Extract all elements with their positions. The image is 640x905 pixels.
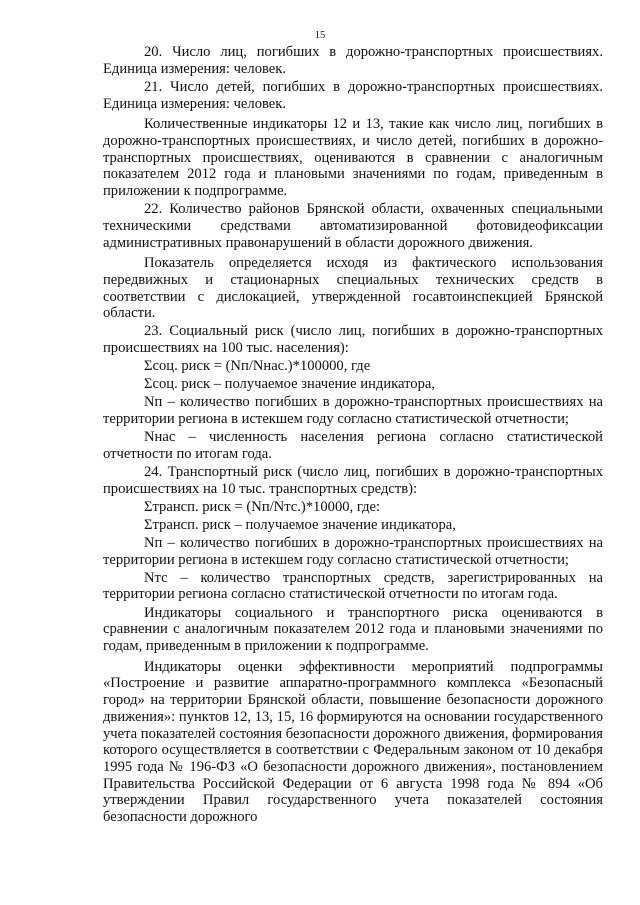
paragraph-risk-indicators: Индикаторы социального и транспортного риска оцениваются в сравнении с аналогичным показателем 2012 года и плановыми значениями по годам, приведенным в приложении к подпрограмме. [103, 604, 603, 654]
formula-transport-risk-definition: Σтрансп. риск – получаемое значение индикатора, [144, 516, 456, 533]
formula-np-definition: Nп – количество погибших в дорожно-транспортных происшествиях на территории региона в истекшем году согласно статистической отчетности; [103, 394, 603, 428]
paragraph-item-21: 21. Число детей, погибших в дорожно-транспортных происшествиях. Единица измерения: человек. [103, 78, 603, 112]
formula-social-risk-definition: Σсоц. риск – получаемое значение индикатора, [144, 376, 436, 393]
paragraph-item-20: 20. Число лиц, погибших в дорожно-транспортных происшествиях. Единица измерения: человек. [103, 44, 603, 77]
page-number: 15 [314, 30, 326, 41]
formula-transport-risk: Σтрансп. риск = (Nп/Nтс.)*10000, где: [144, 498, 381, 515]
paragraph-quantitative-indicators: Количественные индикаторы 12 и 13, такие как число лиц, погибших в дорожно-транспортных происшествиях, и число детей, погибших в дорожно-транспортных происшествиях, оцениваются в сравнении с аналогичным показателем 2012 года и плановыми значениями по годам, приведенным в приложении к подпрограмме. [103, 116, 603, 200]
paragraph-item-22: 22. Количество районов Брянской области, охваченных специальными техническими средствами автоматизированной фотовидеофиксации административных правонарушений в области дорожного движения. [103, 201, 603, 251]
paragraph-indicator-method: Показатель определяется исходя из фактического использования передвижных и стационарных специальных технических средств в соответствии с дислокацией, утвержденной госавтоинспекцией Брянской области. [103, 255, 603, 322]
paragraph-item-24: 24. Транспортный риск (число лиц, погибших в дорожно-транспортных происшествиях на 10 тыс. транспортных средств): [103, 464, 603, 497]
formula-nts-definition: Nтс – количество транспортных средств, зарегистрированных на территории региона согласно статистической отчетности по итогам года. [103, 569, 603, 603]
document-body [103, 44, 603, 827]
formula-np-definition-2: Nп – количество погибших в дорожно-транспортных происшествиях на территории региона в истекшем году согласно статистической отчетности; [103, 534, 603, 568]
paragraph-efficiency-indicators: Индикаторы оценки эффективности мероприятий подпрограммы «Построение и развитие аппаратно-программного комплекса «Безопасный город» на территории Брянской области, повышение безопасности дорожного движения»: пунктов 12, 13, 15, 16 формируются на основании государственного учета показателей состояния безопасности дорожного движения, формирования которого осуществляется в соответствии с Федеральным законом от 10 декабря 1995 года № 196-ФЗ «О безопасности дорожного движения», постановлением Правительства Российской Федерации от 6 августа 1998 года № 894 «Об утверждении Правил государственного учета показателей состояния безопасности дорожного [103, 658, 603, 826]
formula-social-risk: Σсоц. риск = (Nп/Nнас.)*100000, где [144, 358, 371, 375]
formula-nnas-definition: Nнас – численность населения региона согласно статистической отчетности по итогам года. [103, 429, 603, 462]
paragraph-item-23: 23. Социальный риск (число лиц, погибших в дорожно-транспортных происшествиях на 100 тыс. населения): [103, 323, 603, 357]
